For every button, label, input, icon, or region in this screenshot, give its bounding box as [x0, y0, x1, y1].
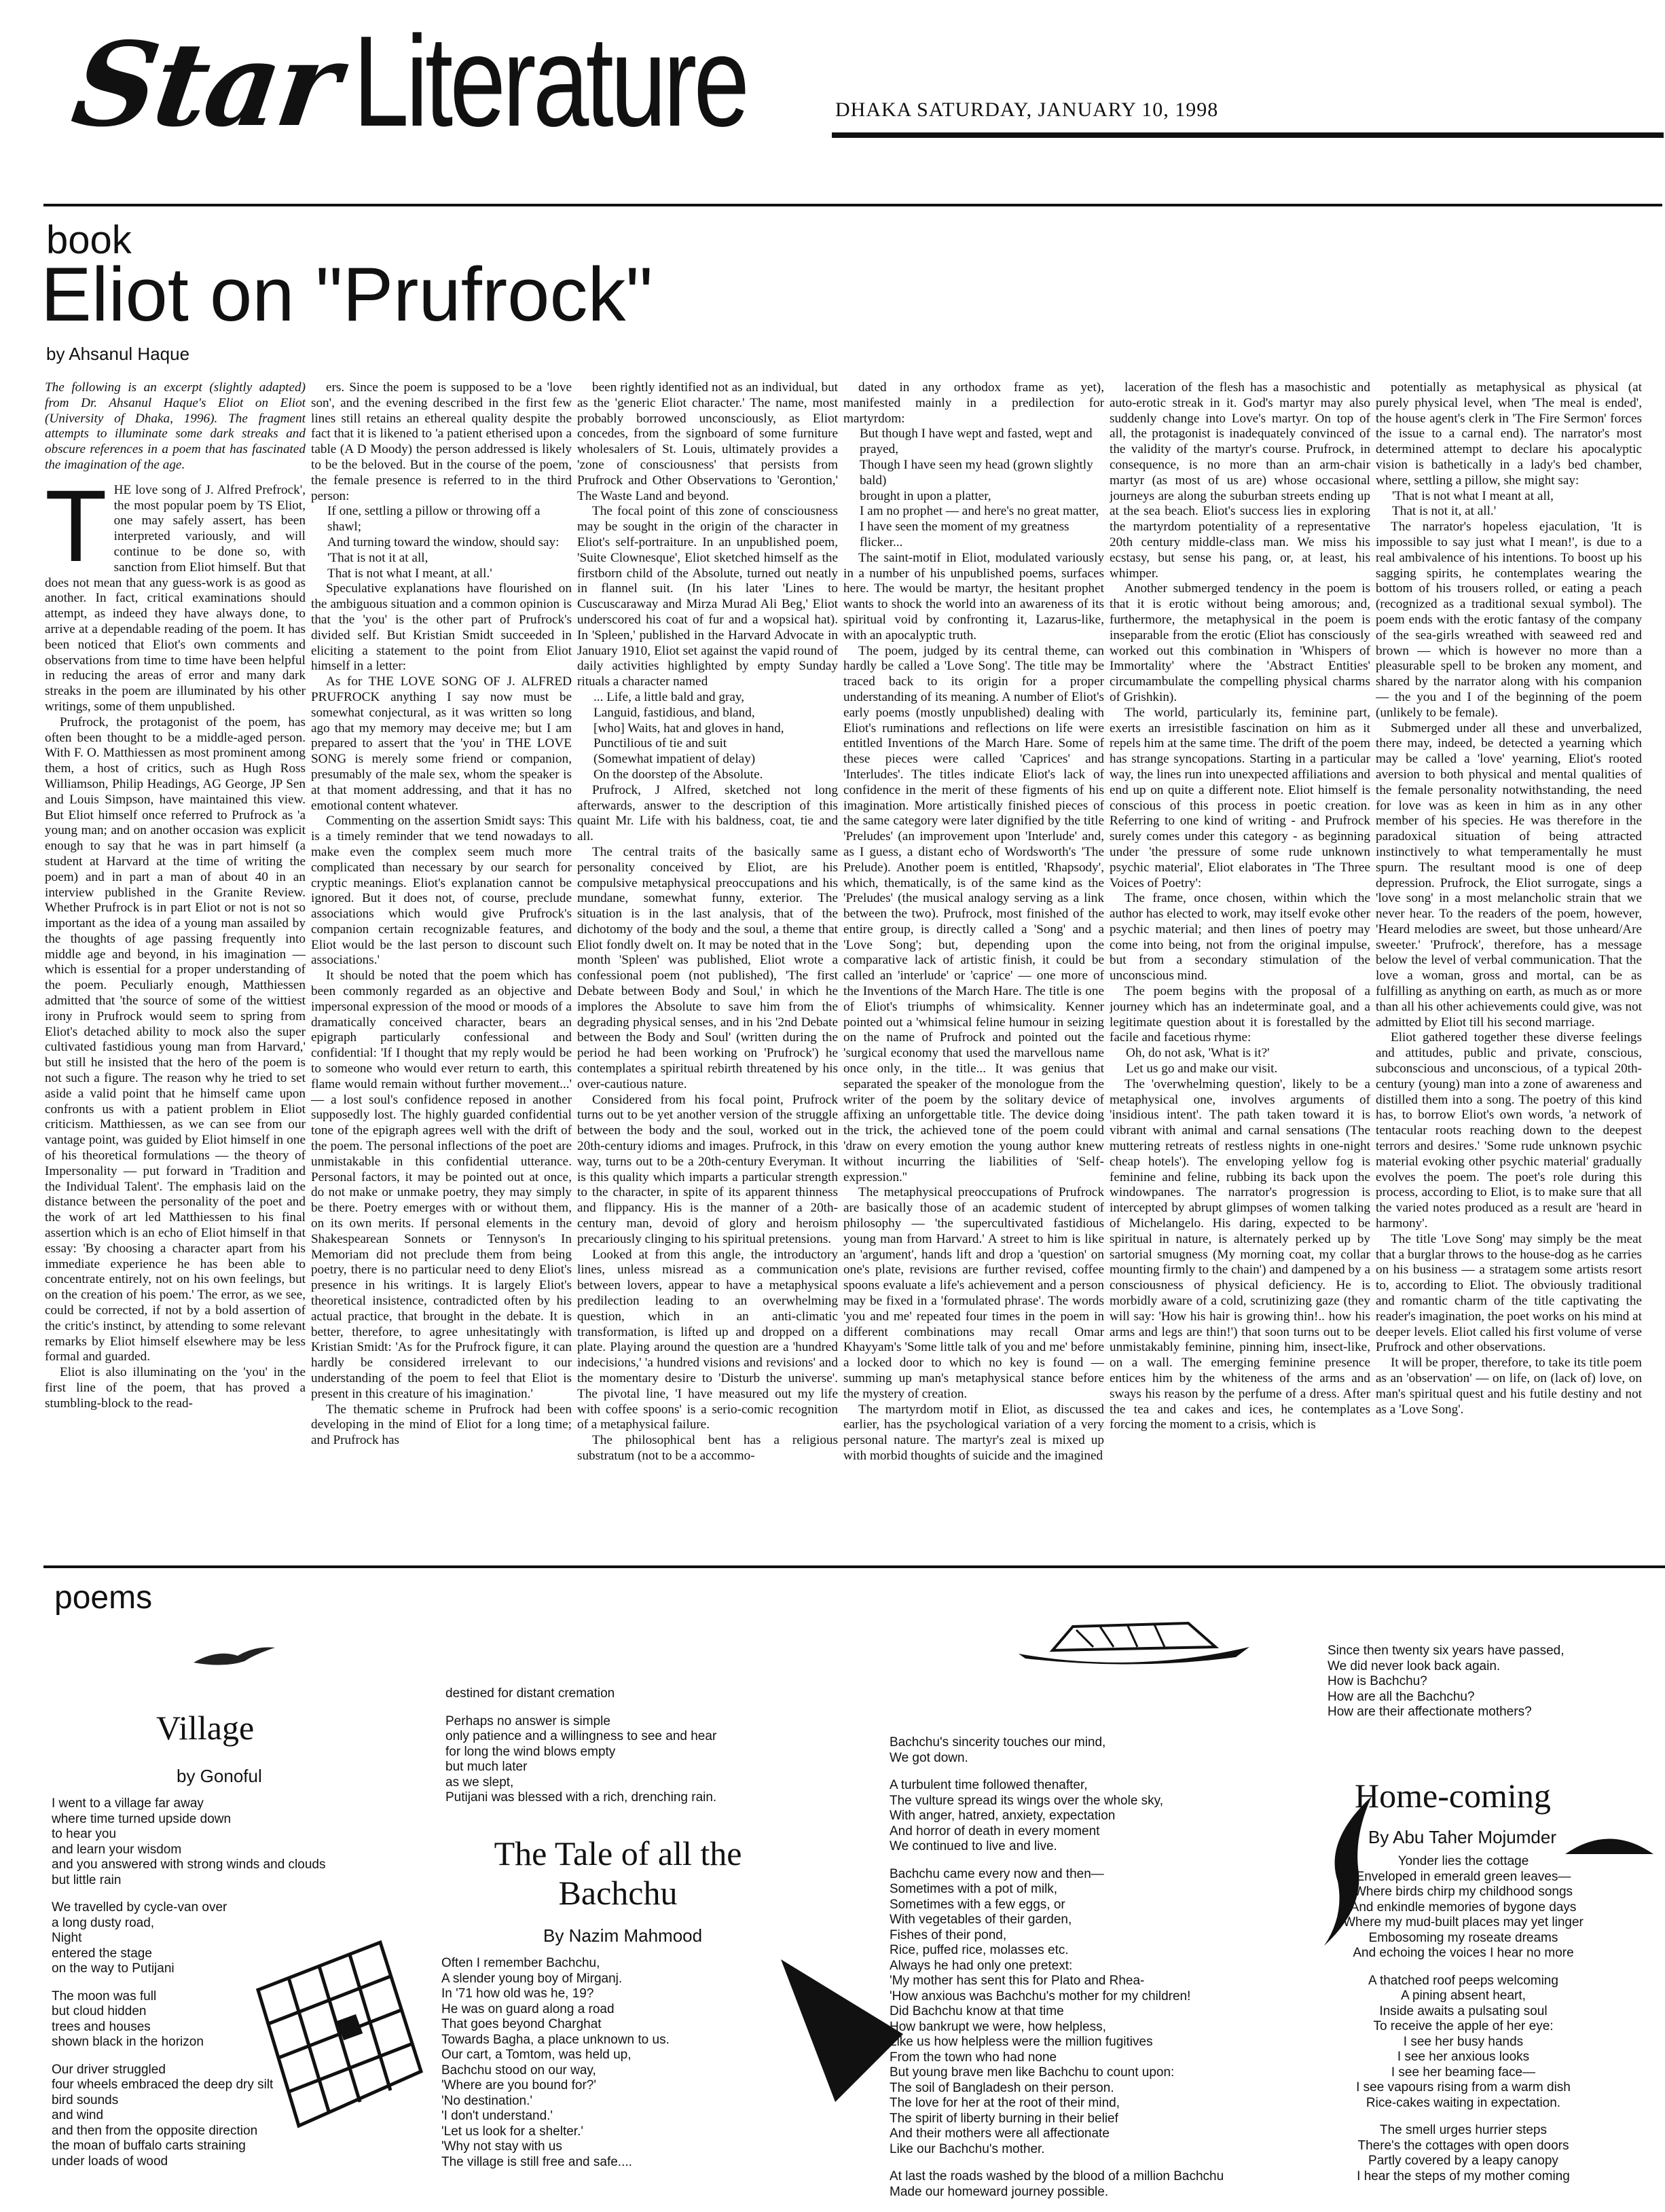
poem-line: I see vapours rising from a warm dish: [1356, 2080, 1571, 2095]
poem-stanza: [52, 2063, 378, 2170]
poem-line: Since then twenty six years have passed,: [1328, 1644, 1565, 1658]
paragraph: It should be noted that the poem which has been commonly regarded as an objective and impersonal expression of the mood or moods of a dramatically conceived character, bears an epigraph particularly confessional and confidential: 'If I thought that my reply would be to someone who would ever return to earth, this flame would remain without further movement...' — a lost soul's confidence reposed in another supposedly lost. The highly guarded confidential tone of the epigraph agrees well with the drift of the poem. The personal inflections of the poet are unmistakable in this confidential utterance. Personal factors, it may be pointed out at once, do not make or unmake poetry, they may simply be there. Poetry emerges with or without them, on its own merits. If personal elements in the Shakespearean Sonnets or Tennyson's In Memoriam did not preclude them from being poetry, there is no particular need to deny Eliot's presence in his writings. It is largely Eliot's theoretical insistence, contradicted often by his actual practice, that brought in the debate. It is better, therefore, to agree unhesitatingly with Kristian Smidt: 'As for the Prufrock figure, it can hardly be considered irrelevant to our understanding of the poem to feel that Eliot is present in this creature of his imagination.': [311, 968, 572, 1401]
poem-stanza: [890, 1735, 1324, 1766]
poem-line: Our driver struggled: [52, 2062, 166, 2077]
poem-line: And echoing the voices I hear no more: [1353, 1946, 1574, 1960]
paragraph: I have seen the moment of my greatness flicker...: [860, 520, 1069, 549]
paragraph: ers. Since the poem is supposed to be a 'love son', and the evening described in the first few lines still retains an ethereal quality despite the fact that it is likened to 'a patient etherised upon a table (A D Moody) the person addressed is likely to be the beloved. But in the course of the poem, the female presence is referred to in the third person:: [311, 380, 572, 503]
poem-line: There's the cottages with open doors: [1357, 2138, 1569, 2153]
paragraph: The 'overwhelming question', likely to be a metaphysical one, involves arguments of 'insidious intent'. The path taken toward it is vibrant with animal and carnal sensations (The muttering retreats of restless nights in one-night cheap hotels'). The enveloping yellow fog is feminine and feline, rubbing its back upon the windowpanes. The narrator's progression is intercepted by abrupt glimpses of women talking of Michelangelo. His daring, expected to be spiritual in nature, is alternately perked up by sartorial smugness (My morning coat, my collar mounting firmly to the chain') and dampened by a consciousness of physical deficiency. He is morbidly aware of a cold, scrutinizing gaze (they will say: 'How his hair is growing thin!.. how his arms and legs are thin!') that soon turns out to be unmistakably feminine, pinning him, insect-like, on a wall. The emerging feminine presence entices him by the whiteness of the arms and sways his reason by the perfume of a dress. After the tea and cakes and ices, he contemplates forcing the moment to a crisis, which is: [1110, 1076, 1370, 1432]
poem-line: but little rain: [52, 1872, 122, 1887]
poem-line: The soil of Bangladesh on their person.: [890, 2080, 1114, 2095]
poem-line: We continued to live and live.: [890, 1839, 1057, 1853]
poem-line: In '71 how old was he, 19?: [441, 1987, 594, 2001]
poem-line: We travelled by cycle-van over: [52, 1900, 227, 1915]
paragraph: Eliot is also illuminating on the 'you' in the first line of the poem, that has proved a stumbling-block to the read-: [45, 1365, 306, 1411]
poem-body-bachchu-1: [441, 1956, 767, 2170]
poem-line: From the town who had none: [890, 2050, 1057, 2065]
header-divider: [43, 204, 1662, 206]
paragraph: Commenting on the assertion Smidt says: This is a timely reminder that we tend nowadays to make even the complex seem much more complicated than necessary by our search for cryptic meanings. Eliot's explanation cannot be ignored. But it does not, of course, preclude associations which would give Prufrock's companion certain recognizable features, and Eliot would be the last person to discount such associations.': [311, 814, 572, 968]
poem-line: Bachchu stood on our way,: [441, 2063, 596, 2078]
paragraph: The frame, once chosen, within which the author has elected to work, may itself evoke other psychic material; and then lines of poetry may come into being, not from the original impulse, but from a secondary stimulation of the unconscious mind.: [1110, 891, 1370, 983]
paragraph: The central traits of the basically same personality conceived by Eliot, are his compulsive metaphysical preoccupations and his mundane, somewhat funny, exterior. The situation is in the last analysis, that of the dichotomy of the body and the soul, a theme that Eliot fondly dwelt on. It may be noted that in the month 'Spleen' was published, Eliot wrote a confessional poem (not published), 'The first Debate between Body and Soul,' in which he implores the Absolute to save him from the degrading physical senses, and in his '2nd Debate between the Body and Soul' (written during the period he had been working on 'Prufrock') he contemplates a spiritual rebirth threatened by his over-cautious nature.: [577, 844, 838, 1091]
paragraph: The saint-motif in Eliot, modulated variously in a number of his unpublished poems, surfaces here. The would be martyr, the hesitant prophet wants to shock the world into an awareness of its spiritual void by confronting it, Lazarus-like, with an apocalyptic truth.: [843, 550, 1104, 642]
poem-line: We did never look back again.: [1328, 1658, 1501, 1673]
paragraph: Submerged under all these and unverbalized, there may, indeed, be detected a yearning which may be called a 'love' yearning, Eliot's rooted aversion to both physical and mental qualities of the female personality notwithstanding, the need for love was as keen in him as in any other member of his species. He was therefore in the paradoxical situation of being attracted instinctively to what temperamentally he must spurn. The resultant mood is one of deep depression. Prufrock, the Eliot surrogate, sings a 'love song' in a most melancholic strain that we never hear. To the readers of the poem, however, 'Heard melodies are sweet, but those unheard/Are sweeter.' 'Prufrock', therefore, has a message below the level of verbal communication. That the love a woman, gross and mortal, can be as fulfilling as anything on earth, as much as or more than all his other achievements could give, was not admitted by Eliot till his second marriage.: [1376, 721, 1642, 1030]
poem-line: only patience and a willingness to see and hear: [445, 1729, 717, 1743]
poem-line: 'Where are you bound for?': [441, 2078, 596, 2092]
paragraph: HE love song of J. Alfred Prefrock', the most popular poem by TS Eliot, one may safely assert, has been interpreted variously, and will continue to be done so, with sanction from Eliot himself. But that does not mean that any guess-work is as good as another. In fact, critical examinations should attempt, as indeed they have always done, to arrive at a dependable reading of the poem. It has been noticed that Eliot's own comments and observations from time to time have been helpful in reducing the areas of error and many dark streaks in the poem are illuminated by his other writings, some of them unpublished.: [45, 482, 306, 714]
poem-line: Rice, puffed rice, molasses etc.: [890, 1943, 1069, 1957]
poem-line: and wind: [52, 2108, 104, 2122]
poem-line: but cloud hidden: [52, 2004, 147, 2018]
poem-line: I see her beaming face—: [1391, 2065, 1536, 2080]
paragraph: (Somewhat impatient of delay): [593, 752, 756, 767]
paragraph: 'That is not what I meant at all,: [1392, 488, 1554, 503]
drop-cap: T: [45, 468, 107, 583]
paragraph: The poem begins with the proposal of a journey which has an indeterminate goal, and a legitimate question about it is forestalled by the facile and facetious rhyme:: [1110, 984, 1370, 1045]
poem-line: Embosoming my roseate dreams: [1368, 1930, 1558, 1945]
poem-line: Our cart, a Tomtom, was held up,: [441, 2048, 632, 2062]
poem-line: and then from the opposite direction: [52, 2123, 258, 2138]
poem-line: Enveloped in emerald green leaves—: [1355, 1869, 1571, 1884]
poem-author-village: by Gonoful: [177, 1766, 262, 1786]
paragraph: The focal point of this zone of consciousness may be sought in the origin of the character in Eliot's self-portraiture. In an unpublished poem, 'Suite Clownesque', Eliot sketched himself as the firstborn child of the Absolute, turned out neatly in flannel suit. (In his later 'Lines to Cuscuscaraway and Mirza Murad Ali Beg,' Eliot underscored his coat of fur and a wopsical hat). In 'Spleen,' published in the Harvard Advocate in January 1910, Eliot set against the vapid round of daily activities highlighted by empty Sunday rituals a character named: [577, 504, 838, 689]
poem-body-bachchu-2: [890, 1735, 1324, 2212]
paragraph: laceration of the flesh has a masochistic and auto-erotic streak in it. God's martyr may also suddenly change into Love's martyr. On top of all, the protagonist is inadequately convinced of the validity of the martyr's course. Prufrock, in consequence, is no more than an arm-chair martyr (as most of us are) whose occasional journeys are along the suburban streets ending up at the sea beach. Eliot's success lies in exploring the martyrdom potentiality of a representative 20th century middle-class man. We miss his ecstasy, but sense his pang, or, at least, his whimper.: [1110, 380, 1370, 581]
poem-line: where time turned upside down: [52, 1811, 232, 1826]
poem-title-village: Village: [156, 1709, 255, 1747]
poem-line: The smell urges hurrier steps: [1379, 2123, 1548, 2137]
paragraph: The world, particularly its, feminine part, exerts an irresistible fascination on him as it repels him at the same time. The drift of the poem has strange syncopations. Starting in a particular way, the lines run into unexpected affiliations and end up on quite a different note. Eliot himself is conscious of this process in poetic creation. Referring to one kind of writing - and Prufrock surely comes under this category - as beginning under 'the pressure of some rude unknown psychic material', Eliot elaborates in 'The Three Voices of Poetry':: [1110, 705, 1370, 890]
poem-stanza: [890, 2169, 1324, 2200]
paragraph: The thematic scheme in Prufrock had been developing in the mind of Eliot for a long time; and Prufrock has: [311, 1402, 572, 1448]
poem-line: 'My mother has sent this for Plato and Rhea-: [890, 1974, 1145, 1988]
poem-line: Yonder lies the cottage: [1397, 1854, 1529, 1868]
poem-stanza: [445, 1686, 826, 1702]
paragraph: If one, settling a pillow or throwing off a shawl;: [327, 504, 541, 534]
poem-line: 'Let us look for a shelter.': [441, 2124, 583, 2139]
poem-line: Like us how helpless were the million fugitives: [890, 2035, 1153, 2049]
masthead-section-title: Literature: [353, 10, 747, 153]
paragraph: The philosophical bent has a religious substratum (not to be a accommo-: [577, 1433, 838, 1463]
paragraph: The poem, judged by its central theme, can hardly be called a 'Love Song'. The title may be traced back to its origin for a proper understanding of its meaning. A number of Eliot's early poems (mostly unpublished) dealing with Eliot's ruminations and reflections on life were entitled Inventions of the March Hare. Some of these pieces were called 'Caprices' and 'Interludes'. The titles indicate Eliot's lack of confidence in the merit of these figments of his imagination. More artistically finished pieces of the same category were later dignified by the title 'Preludes' (an improvement upon 'Interlude' and, as I guess, a distant echo of Wordsworth's 'The Prelude). Another poem is entitled, 'Rhapsody', which, thematically, is of the same kind as the 'Preludes' (the musical analogy serving as a link between the two). Prufrock, most finished of the entire group, is directly called a 'Song' and a 'Love Song'; but, depending upon the comparative lack of artistic finish, it could be called an 'interlude' or 'caprice' — one more of the Inventions of the March Hare. The title is one of Eliot's triumphs of whimsicality. Kenner pointed out a 'whimsical feline humour in seizing on the name of Prufrock and pointed out the 'surgical economy that used the marvellous name once only, in the title... It was genius that separated the speaker of the monologue from the writer of the poem by the solitary device of affixing an unforgettable title. The device doing the trick, the achieved tone of the poem could 'draw on every emotion the young author knew without incurring the liabilities of 'Self-expression.'': [843, 643, 1104, 1184]
paragraph: Though I have seen my head (grown slightly bald): [860, 457, 1093, 488]
poem-line: entered the stage: [52, 1946, 152, 1961]
poem-stanza: [52, 1796, 378, 1888]
paragraph: Considered from his focal point, Prufrock turns out to be yet another version of the struggle between the body and the soul, worked out in 20th-century idioms and images. Prufrock, in this way, turns out to be a 20th-century Everyman. It is this quality which imparts a particular strength to the character, in spite of its apparent thinness and flippancy. His is the manner of a 20th-century man, devoid of glory and heroism precariously clinging to his spiritual pretensions.: [577, 1092, 838, 1246]
paragraph: As for THE LOVE SONG OF J. ALFRED PRUFROCK anything I say now must be somewhat conjectural, as it was written so long ago that my memory may deceive me; but I am prepared to assert that the 'you' in THE LOVE SONG is merely some friend or companion, presumably of the male sex, whom the speaker is at that moment addressing, and that it has no emotional content whatever.: [311, 674, 572, 813]
poem-line: for long the wind blows empty: [445, 1744, 616, 1759]
poem-line: Like our Bachchu's mother.: [890, 2141, 1045, 2156]
poem-line: I went to a village far away: [52, 1796, 204, 1811]
masthead-rule: [832, 132, 1664, 138]
poem-line: to hear you: [52, 1827, 117, 1841]
poem-body-homecoming: [1287, 1854, 1640, 2196]
poems-section-label: poems: [54, 1580, 153, 1616]
poem-line: as we slept,: [445, 1775, 514, 1790]
poem-stanza: [445, 1714, 826, 1806]
poem-line: But young brave men like Bachchu to count upon:: [890, 2065, 1175, 2080]
article-column-5: [1110, 380, 1370, 1548]
poem-body-village: [52, 1796, 378, 2181]
poem-line: I hear the steps of my mother coming: [1357, 2169, 1570, 2183]
poem-line: trees and houses: [52, 2019, 151, 2034]
article-column-1: [45, 380, 306, 1548]
article-headline: Eliot on "Prufrock": [41, 252, 653, 337]
paragraph: Prufrock, the protagonist of the poem, has often been thought to be a middle-aged person. With F. O. Matthiessen as most prominent among them, a host of critics, such as Hugh Ross Williamson, Philip Headings, AG George, JP Sen and Louis Simpson, have maintained this view. But Eliot himself once referred to Prufrock as 'a young man; and on another occasion was explicit enough to say that he was in part himself (a student at Harvard at the time of writing the poem) and in part a man of about 40 in an interview published in the Granite Review. Whether Prufrock is in part Eliot or not is not so important as the idea of a young man assailed by the thoughts of age passing frequently into middle age and beyond, in his imagination — which is essential for a proper understanding of the poem. Peculiarly enough, Matthiessen admitted that 'the source of some of the wittiest irony in Prufrock would seem to spring from Eliot's detached ability to mock also the super cultivated fastidious young man from Harvard,' but still he insisted that the hero of the poem is not such a figure. The reason why he tried to set aside a valid point that he himself came upon confronts us with a patient problem in Eliot criticism. Matthiessen, as we can see from our vantage point, was guided by Eliot himself in one of his theoretical formulations — the theory of Impersonality — put forward in 'Tradition and the Individual Talent'. The emphasis laid on the distance between the personality of the poet and the work of art led Matthiessen to his final assertion which is an echo of Eliot himself in that essay: 'By choosing a character apart from his immediate experience he has been able to concentrate entirely, not on his own feelings, but on the creation of his poem.' The error, as we see, could be corrected, if not by a bold assertion of the critic's instinct, by attending to some relevant remarks by Eliot himself elsewhere may be less formal and guarded.: [45, 714, 306, 1364]
poem-line: Perhaps no answer is simple: [445, 1714, 610, 1728]
poem-line: To receive the apple of her eye:: [1373, 2019, 1554, 2033]
poem-line: 'No destination.': [441, 2093, 533, 2108]
poem-line: but much later: [445, 1760, 528, 1774]
poem-line: Bachchu's sincerity touches our mind,: [890, 1735, 1106, 1749]
poem-line: under loads of wood: [52, 2154, 168, 2169]
paragraph: But though I have wept and fasted, wept and prayed,: [860, 427, 1093, 457]
paragraph: Languid, fastidious, and bland,: [593, 705, 755, 720]
poem-line: Did Bachchu know at that time: [890, 2004, 1064, 2018]
poem-line: 'I don't understand.': [441, 2109, 553, 2123]
poem-line: Fishes of their pond,: [890, 1927, 1007, 1942]
paragraph: [who] Waits, hat and gloves in hand,: [593, 721, 784, 736]
poem-line: A pining absent heart,: [1401, 1989, 1526, 2003]
paragraph: It will be proper, therefore, to take its title poem as an 'observation' — on life, on (lack of) love, on man's spiritual quest and his futile destiny and not as a 'Love Song'.: [1376, 1356, 1642, 1417]
poem-line: That goes beyond Charghat: [441, 2017, 602, 2031]
paragraph: That is not what I meant, at all.': [327, 566, 492, 581]
poem-line: Sometimes with a few eggs, or: [890, 1897, 1065, 1912]
poem-line: Made our homeward journey possible.: [890, 2184, 1109, 2199]
poem-body-bachchu-3: [1328, 1644, 1647, 1720]
article-column-2: [311, 380, 572, 1548]
article-intro: The following is an excerpt (slightly adapted) from Dr. Ahsanul Haque's Eliot on Eliot (University of Dhaka, 1996). The fragment attempts to illuminate some dark streaks and obscure references in a poem that has fascinated the imagination of the age.: [45, 380, 306, 472]
paragraph: Punctilious of tie and suit: [593, 736, 727, 751]
poem-stanza: [890, 1867, 1324, 2158]
poem-stanza: [52, 1900, 378, 1977]
poem-line: Towards Bagha, a place unknown to us.: [441, 2032, 670, 2047]
poem-line: Night: [52, 1931, 82, 1945]
poem-line: How bankrupt we were, how helpless,: [890, 2019, 1106, 2034]
poem-stanza: [1287, 1854, 1640, 1961]
poem-line: And their mothers were all affectionate: [890, 2126, 1110, 2141]
poem-line: 'How anxious was Bachchu's mother for my children!: [890, 1989, 1191, 2004]
paragraph: The martyrdom motif in Eliot, as discussed earlier, has the psychological variation of a very personal nature. The martyr's zeal is mixed up with morbid thoughts of suicide and the imagined: [843, 1402, 1104, 1463]
poem-line: Where birds chirp my childhood songs: [1353, 1885, 1573, 1899]
bird-illustration: [190, 1642, 278, 1669]
poem-line: on the way to Putijani: [52, 1961, 175, 1976]
poem-line: destined for distant cremation: [445, 1686, 615, 1701]
paragraph: That is not it, at all.': [1392, 504, 1497, 519]
paragraph: Let us go and make our visit.: [1126, 1062, 1278, 1076]
poem-line: He was on guard along a road: [441, 2001, 615, 2016]
paragraph: Looked at from this angle, the introductory lines, unless misread as a communication between lovers, appear to have a metaphysical predilection leading to an overwhelming question, which in an anti-climatic transformation, is lifted up and dropped on a plate. Playing around the question are a 'hundred indecisions,' 'a hundred visions and revisions' and the momentary desire to 'Disturb the universe'. The pivotal line, 'I have measured out my life with coffee spoons' is a serio-comic recognition of a metaphysical failure.: [577, 1247, 838, 1432]
paragraph: The title 'Love Song' may simply be the meat that a burglar throws to the house-dog as he carries on his business — a stratagem some artists resort to, according to Eliot. The obviously traditional and romantic charm of the title captivating the reader's imagination, the poet works on his mind at deeper levels. Eliot called his first volume of verse Prufrock and other observations.: [1376, 1231, 1642, 1355]
poem-line: Often I remember Bachchu,: [441, 1956, 600, 1970]
poem-line: Rice-cakes waiting in expectation.: [1366, 2095, 1561, 2110]
dateline: DHAKA SATURDAY, JANUARY 10, 1998: [835, 98, 1219, 121]
poem-line: How is Bachchu?: [1328, 1674, 1427, 1688]
poem-line: I see her busy hands: [1403, 2034, 1524, 2049]
poem-line: How are their affectionate mothers?: [1328, 1705, 1532, 1719]
article-byline: by Ahsanul Haque: [46, 344, 190, 364]
poem-line: With vegetables of their garden,: [890, 1912, 1072, 1927]
poem-author-bachchu: By Nazim Mahmood: [543, 1925, 703, 1946]
poem-line: A thatched roof peeps welcoming: [1368, 1973, 1558, 1988]
poem-line: I see her anxious looks: [1397, 2050, 1530, 2064]
poem-line: Putijani was blessed with a rich, drenching rain.: [445, 1790, 717, 1805]
poem-line: How are all the Bachchu?: [1328, 1689, 1475, 1704]
poem-line: The vulture spread its wings over the whole sky,: [890, 1793, 1164, 1808]
paragraph: potentially as metaphysical as physical (at purely physical level, when 'The meal is ended', the house agent's clerk in 'The Fire Sermon' forces the issue to a carnal end). The narrator's most determined attempt to declare his apocalyptic vision is bathetically in a lady's bed chamber, where, settling a pillow, she might say:: [1376, 380, 1642, 488]
poem-body-village-cont: [445, 1686, 826, 1818]
poem-line: A slender young boy of Mirganj.: [441, 1971, 623, 1986]
poem-line: The moon was full: [52, 1989, 157, 2004]
paragraph: brought in upon a platter,: [860, 488, 991, 503]
poem-line: With anger, hatred, anxiety, expectation: [890, 1809, 1116, 1823]
paragraph: Another submerged tendency in the poem is that it is erotic without being amorous; and, furthermore, the metaphysical in the poem is inseparable from the erotic (Eliot has consciously worked out this combination in 'Whispers of Immortality' where the 'Abstract Entities' circumambulate the compelling physical charms of Grishkin).: [1110, 581, 1370, 704]
paragraph: dated in any orthodox frame as yet), manifested mainly in a predilection for martyrdom:: [843, 380, 1104, 426]
article-section-label: book: [46, 218, 132, 262]
poem-line: bird sounds: [52, 2092, 119, 2107]
poem-stanza: [1287, 1974, 1640, 2111]
paragraph: Oh, do not ask, 'What is it?': [1126, 1046, 1270, 1061]
paragraph: The metaphysical preoccupations of Prufrock are basically those of an academic student of philosophy — 'the supercultivated fastidious young man from Harvard.' A street to him is like an 'argument', hands lift and drop a 'question' on one's plate, revisions are further revised, coffee spoons evaluate a life's achievement and a person may be fixed in a 'formulated phrase'. The words 'you and me' repeated four times in the poem in different combinations may recall Omar Khayyam's 'Some little talk of you and me' before a locked door to which no key is found — summing up man's metaphysical stance before the mystery of creation.: [843, 1185, 1104, 1401]
article-column-4: [843, 380, 1104, 1548]
poem-stanza: [52, 1989, 378, 2050]
article-column-6: [1376, 380, 1642, 1548]
paragraph: The narrator's hopeless ejaculation, 'It is impossible to say just what I mean!', is due to a real ambivalence of his intentions. To boost up his sagging spirits, he contemplates wearing the bottom of his trousers rolled, or eating a peach (recognized as a traditional sexual symbol). The poem ends with the erotic fantasy of the company of the sea-girls wreathed with seaweed red and brown — which is however no more than a pleasurable spell to be broken any moment, and shared by the narrator along with his companion — the you and I of the beginning of the poem (unlikely to be female).: [1376, 520, 1642, 720]
poem-line: Always he had only one pretext:: [890, 1958, 1073, 1973]
paragraph: Prufrock, J Alfred, sketched not long afterwards, answer to the description of this quaint Mr. Life with his baldness, coat, tie and all.: [577, 782, 838, 844]
poem-line: We got down.: [890, 1750, 968, 1765]
poem-line: and learn your wisdom: [52, 1842, 182, 1857]
poem-line: Inside awaits a pulsating soul: [1379, 2004, 1548, 2018]
poem-line: And enkindle memories of bygone days: [1350, 1900, 1577, 1915]
poem-line: a long dusty road,: [52, 1915, 155, 1930]
poem-title-bachchu: The Tale of all the Bachchu: [494, 1834, 742, 1912]
poem-line: Partly covered by a leapy canopy: [1368, 2154, 1558, 2168]
poem-line: The village is still free and safe....: [441, 2154, 632, 2169]
poem-line: the moan of buffalo carts straining: [52, 2139, 246, 2153]
poem-line: The spirit of liberty burning in their belief: [890, 2111, 1118, 2126]
poem-author-homecoming: By Abu Taher Mojumder: [1368, 1827, 1556, 1847]
poem-line: Bachchu came every now and then—: [890, 1866, 1104, 1881]
paragraph: been rightly identified not as an individual, but as the 'generic Eliot character.' The name, most probably borrowed unconsciously, as Eliot concedes, from the signboard of some furniture wholesalers of St. Louis, ultimately provides a 'zone of consciousness' that persists from Prufrock and Other Observations to 'Gerontion,' The Waste Land and beyond.: [577, 380, 838, 503]
poem-line: Where my mud-built places may yet linger: [1343, 1915, 1584, 1929]
article-column-3: [577, 380, 838, 1548]
poem-line: Sometimes with a pot of milk,: [890, 1882, 1058, 1896]
poem-line: And horror of death in every moment: [890, 1824, 1100, 1838]
paragraph: Eliot gathered together these diverse feelings and attitudes, public and private, conscious, subconscious and unconscious, of a typical 20th-century (young) man into a zone of awareness and distilled them into a song. The poetry of this kind has, to borrow Eliot's own words, 'a network of tentacular roots reaching down to the deepest terrors and desires.' 'Some rude unknown psychic material evoking other psychic material' gradually evolves the poem. The poet's role during this process, according to Eliot, is to make sure that all the varied notes produced as a result are 'heard in harmony'.: [1376, 1030, 1642, 1231]
poem-line: The love for her at the root of their mind,: [890, 2096, 1120, 2110]
paragraph: 'That is not it at all,: [327, 550, 428, 565]
poem-line: and you answered with strong winds and clouds: [52, 1857, 326, 1872]
poem-line: four wheels embraced the deep dry silt: [52, 2078, 274, 2092]
masthead-star-logo: Star: [65, 17, 346, 153]
poem-line: At last the roads washed by the blood of a million Bachchu: [890, 2169, 1224, 2183]
paragraph: ... Life, a little bald and gray,: [593, 689, 744, 704]
poem-line: A turbulent time followed thenafter,: [890, 1778, 1088, 1792]
poem-line: shown black in the horizon: [52, 2035, 204, 2049]
boat-illustration: [1012, 1616, 1256, 1671]
poem-stanza: [890, 1778, 1324, 1855]
paragraph: Speculative explanations have flourished on the ambiguous situation and a common opinion is that the 'you' is the other part of Prufrock's divided self. But Kristian Smidt succeeded in eliciting a statement to the point from Eliot himself in a letter:: [311, 581, 572, 674]
paragraph: On the doorstep of the Absolute.: [593, 767, 763, 782]
poem-line: 'Why not stay with us: [441, 2139, 562, 2154]
paragraph: And turning toward the window, should say:: [327, 534, 560, 549]
paragraph: I am no prophet — and here's no great matter,: [860, 504, 1099, 519]
poem-stanza: [1287, 2123, 1640, 2184]
poem-title-homecoming: Home-coming: [1355, 1777, 1551, 1815]
